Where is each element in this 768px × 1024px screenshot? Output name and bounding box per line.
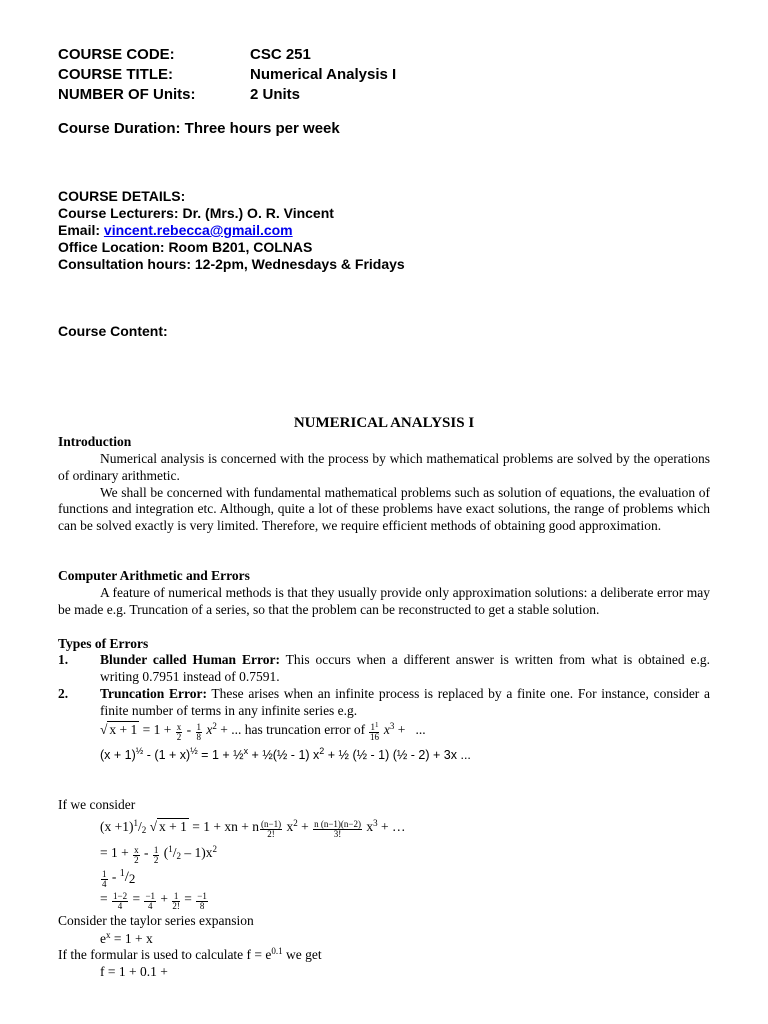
course-details-heading: COURSE DETAILS: bbox=[58, 188, 186, 204]
introduction-heading: Introduction bbox=[58, 434, 132, 449]
formular-line: If the formular is used to calculate $f = e^{0.1}$ we get bbox=[58, 946, 322, 962]
error-item-2 bbox=[58, 686, 710, 718]
types-of-errors-heading: Types of Errors bbox=[58, 636, 149, 651]
we-get-text: we get bbox=[282, 947, 322, 962]
course-title-value: Numerical Analysis I bbox=[250, 66, 397, 83]
consultation-hours: Consultation hours: 12-2pm, Wednesdays & Fridays bbox=[58, 256, 405, 272]
taylor-line: $e^x = 1 + x$ bbox=[100, 930, 153, 946]
course-content-label: Course Content: bbox=[58, 323, 168, 339]
error-item-2-number: 2. bbox=[58, 686, 69, 701]
document-title: NUMERICAL ANALYSIS I bbox=[293, 415, 475, 431]
truncation-error-text: ... has truncation error of bbox=[231, 722, 369, 737]
course-lecturers: Course Lecturers: Dr. (Mrs.) O. R. Vincent bbox=[58, 205, 334, 221]
error-item-1-text: This occurs when a different answer is written from what is obtained e.g. writing 0.7951 instead of 0.7591. bbox=[100, 652, 710, 684]
f-result-line: f = 1 + 0.1 + bbox=[100, 964, 168, 979]
error-item-1 bbox=[58, 652, 710, 684]
office-location: Office Location: Room B201, COLNAS bbox=[58, 239, 313, 255]
introduction-paragraph-2: We shall be concerned with fundamental mathematical problems such as solution of equations, the evaluation of functions and integration etc. Although, quite a lot of these problems have exact solutions, the range of problems which can be solved exactly is very limited. Therefore, we require efficient methods of obtaining good approximation. bbox=[58, 484, 710, 534]
introduction-paragraph-1: Numerical analysis is concerned with the process by which mathematical problems are solved by the operations of ordinary arithmetic. bbox=[58, 451, 710, 483]
course-code-value: CSC 251 bbox=[250, 46, 311, 63]
units-label: NUMBER OF Units: bbox=[58, 86, 196, 103]
units-row bbox=[58, 86, 300, 103]
course-code-row bbox=[58, 46, 311, 63]
formular-text: If the formular is used to calculate f = e bbox=[58, 947, 272, 962]
course-title-row bbox=[58, 66, 396, 83]
email-row bbox=[58, 222, 293, 238]
expansion-line-1: $(x +1)^1/_2$ √ x + 1 = 1 + xn + n $\frac{(n-1)}{2!}$ $x^2$ + $\frac{n (n-1)(n-2)}{3!}$ $x^3$ + … bbox=[100, 818, 406, 839]
error-item-1-number: 1. bbox=[58, 652, 69, 667]
units-value: 2 Units bbox=[250, 86, 301, 103]
error-item-2-text: These arises when an infinite process is replaced by a finite one. For instance, consider a finite number of terms in any infinite series e.g. bbox=[100, 686, 710, 718]
consider-taylor: Consider the taylor series expansion bbox=[58, 913, 254, 928]
sqrt-series-line: √ x + 1 = 1 + $\frac{x}{2}$ - $\frac{1}{8}$ $x^2$ + ... has truncation error of $\frac{1^1}{16}$ $x^3$ + ... bbox=[100, 721, 426, 742]
course-code-label: COURSE CODE: bbox=[58, 46, 175, 63]
error-item-2-title: Truncation Error: bbox=[100, 686, 207, 701]
introduction-body bbox=[58, 451, 710, 535]
course-duration: Course Duration: Three hours per week bbox=[58, 120, 340, 137]
email-label: Email: bbox=[58, 222, 104, 238]
computer-arithmetic-heading: Computer Arithmetic and Errors bbox=[58, 568, 250, 583]
computer-arithmetic-body bbox=[58, 585, 710, 619]
expansion-line-3: $\frac{1}{4}$ - $^1/_2$ bbox=[102, 868, 136, 889]
computer-arithmetic-paragraph: A feature of numerical methods is that they usually provide only approximation solutions: a deliberate error may be made e.g. Truncation of a series, so that the problem can be reconstructed to get a stable solution. bbox=[58, 585, 710, 617]
expansion-line-2: = 1 + $\frac{x}{2}$ - $\frac{1}{2}$ $(^1/_2 - 1)x^2$ bbox=[100, 844, 217, 865]
binomial-line: $(x + 1)^{\frac{1}{2}} - (1 + x)^{\frac{1}{2}} = 1$ + ½$^x$ + ½(½ - 1) $x^2$ + ½ (½ - 1) (½ - 2) + 3x ... bbox=[100, 746, 471, 762]
error-item-1-title: Blunder called Human Error: bbox=[100, 652, 280, 667]
expansion-line-4: = $\frac{1-2}{4}$ = $\frac{-1}{4}$ + $\frac{1}{2!}$ = $\frac{-1}{8}$ bbox=[100, 891, 207, 911]
if-we-consider: If we consider bbox=[58, 797, 136, 812]
email-link[interactable]: vincent.rebecca@gmail.com bbox=[103, 222, 293, 238]
course-title-label: COURSE TITLE: bbox=[58, 66, 173, 83]
